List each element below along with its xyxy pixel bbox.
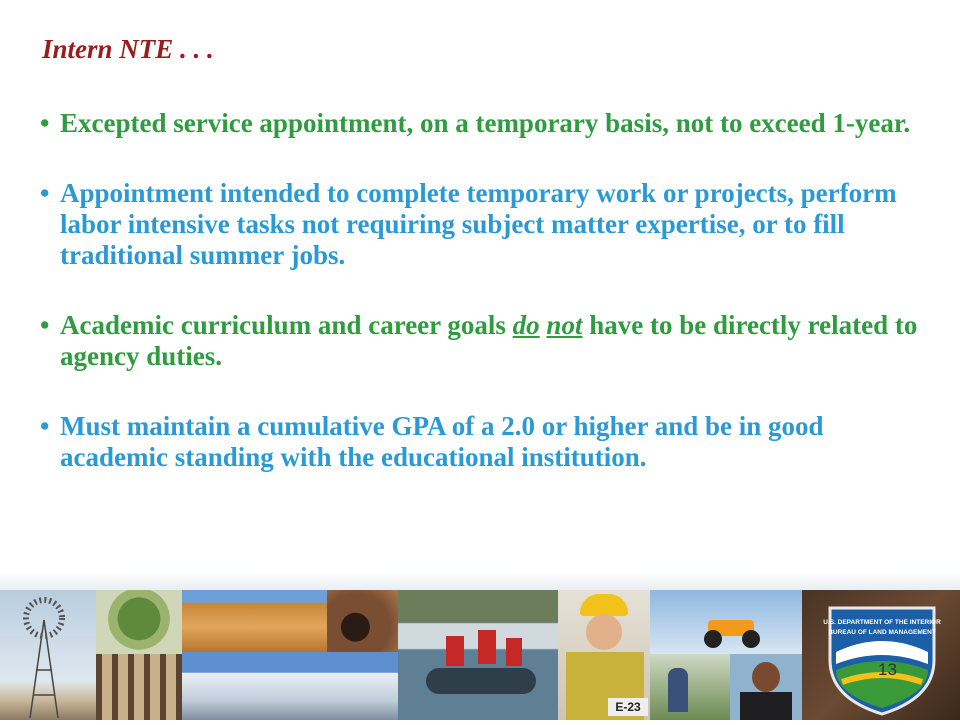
firefighter-photo — [558, 590, 650, 720]
rafter-vest — [446, 636, 464, 666]
logo-text-1: U.S. DEPARTMENT OF THE INTERIOR — [823, 619, 941, 626]
page-number: 13 — [878, 660, 897, 679]
worker-figure — [668, 668, 688, 712]
bullet-marker: • — [40, 178, 50, 208]
rafter-vest — [506, 638, 522, 666]
bullet-item-3 — [40, 310, 920, 372]
windmill-photo — [0, 590, 96, 720]
emphasis-not: not — [546, 310, 583, 340]
windmill-icon — [0, 590, 96, 720]
bullet-marker: • — [40, 411, 50, 441]
bullet-text-post: have to be directly related to agency duties. — [60, 310, 918, 371]
face — [752, 662, 780, 692]
strip-fade — [0, 572, 960, 590]
bullet-marker: • — [40, 108, 50, 138]
hard-hat-icon — [580, 594, 628, 616]
bullet-text: Must maintain a cumulative GPA of a 2.0 or higher and be in good academic standing with the educational institution. — [60, 411, 824, 472]
atv-wheel — [742, 630, 760, 648]
bullet-text-pre: Academic curriculum and career goals — [60, 310, 513, 340]
blm-logo-plaque — [802, 590, 960, 720]
tree-photo — [96, 590, 182, 654]
rafter-vest — [478, 630, 496, 664]
slide-title: Intern NTE . . . — [42, 34, 214, 64]
photo-strip — [0, 590, 960, 720]
employee-portrait-photo — [730, 654, 802, 720]
atv-wheel — [704, 630, 722, 648]
atv-photo — [650, 590, 802, 654]
bullet-item-2 — [40, 178, 920, 271]
bullet-text: Appointment intended to complete temporary work or projects, perform labor intensive tasks not requiring subject matter expertise, or to fill traditional summer jobs. — [60, 178, 897, 270]
rafting-photo — [398, 590, 558, 720]
field-workers-photo — [650, 654, 730, 720]
raft-shape — [426, 668, 536, 694]
canyon-photo — [327, 590, 398, 652]
bullet-text — [60, 310, 917, 371]
emphasis-do: do — [512, 310, 540, 340]
blm-logo-icon — [802, 590, 960, 720]
bullet-list — [40, 108, 920, 512]
mountains-photo — [182, 652, 398, 720]
jacket — [740, 692, 792, 720]
bullet-marker: • — [40, 310, 50, 340]
face — [586, 614, 622, 650]
mine-structure-photo — [96, 654, 182, 720]
bullet-item-1 — [40, 108, 920, 139]
bullet-text: Excepted service appointment, on a temporary basis, not to exceed 1-year. — [60, 108, 911, 138]
dunes-photo — [182, 590, 327, 652]
helmet-label: E-23 — [608, 698, 648, 716]
bullet-item-4 — [40, 411, 920, 473]
logo-text-2: BUREAU OF LAND MANAGEMENT — [828, 629, 936, 636]
